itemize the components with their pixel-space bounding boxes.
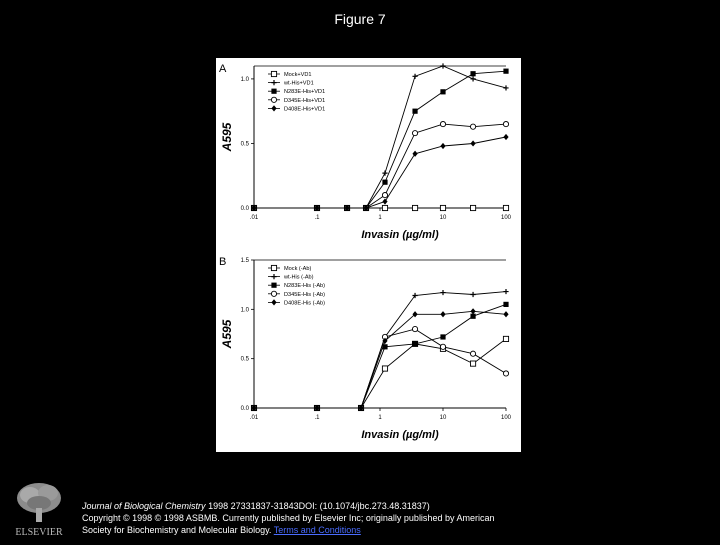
publisher-name: ELSEVIER <box>15 527 63 538</box>
data-point <box>440 143 445 149</box>
y-tick-label: 1.0 <box>240 307 249 314</box>
data-point <box>412 205 417 210</box>
data-point <box>470 140 475 146</box>
legend-entry <box>268 274 314 281</box>
data-point <box>470 308 475 314</box>
series-line <box>254 124 506 208</box>
citation-society: Society for Biochemistry and Molecular Biology. <box>82 525 272 535</box>
series-3 <box>251 121 508 210</box>
legend-label: Mock+VD1 <box>284 72 312 78</box>
legend-marker <box>271 265 276 270</box>
legend-entry <box>268 97 325 104</box>
legend-entry <box>268 105 325 112</box>
x-tick-label: .1 <box>314 415 320 421</box>
data-point <box>470 361 475 366</box>
legend-entry <box>268 283 325 290</box>
legend-marker <box>271 105 276 111</box>
data-point <box>440 290 445 295</box>
terms-link[interactable]: Terms and Conditions <box>273 525 361 535</box>
series-4 <box>251 134 508 211</box>
legend-marker <box>271 291 276 296</box>
data-point <box>503 134 508 140</box>
data-point <box>470 205 475 210</box>
data-point <box>382 180 387 185</box>
legend-label: D408E-His+VD1 <box>284 106 326 113</box>
chart-panel-b <box>219 256 512 441</box>
legend-marker <box>271 89 276 94</box>
data-point <box>503 289 508 294</box>
legend-entry <box>268 291 325 298</box>
data-point <box>503 69 508 74</box>
legend-label: N283E-His+VD1 <box>284 89 326 96</box>
x-axis-label: Invasin (µg/ml) <box>361 429 439 441</box>
legend-entry <box>268 89 325 96</box>
data-point <box>503 85 508 90</box>
y-axis-label: A595 <box>220 319 234 349</box>
legend-label: Mock (-Ab) <box>284 266 312 272</box>
legend-entry <box>268 71 312 78</box>
series-line <box>254 137 506 208</box>
data-point <box>412 326 417 331</box>
data-point <box>440 311 445 317</box>
x-tick-label: 100 <box>500 415 512 421</box>
data-point <box>412 74 417 79</box>
legend-label: wt-His+VD1 <box>284 80 314 87</box>
series-line <box>254 292 506 408</box>
legend-marker <box>271 299 276 305</box>
data-point <box>440 334 445 339</box>
elsevier-tree-icon <box>6 478 72 540</box>
data-point <box>470 76 475 81</box>
series-3 <box>251 326 508 410</box>
elsevier-logo[interactable] <box>6 478 72 540</box>
data-point <box>412 341 417 346</box>
x-tick-label: 10 <box>439 215 447 221</box>
panel-letter: B <box>219 256 227 268</box>
legend-marker <box>271 283 276 288</box>
y-axis-label: A595 <box>220 122 234 152</box>
data-point <box>470 314 475 319</box>
x-tick-label: .01 <box>249 215 259 221</box>
legend-label: wt-His (-Ab) <box>284 274 314 281</box>
data-point <box>503 302 508 307</box>
data-point <box>503 205 508 210</box>
legend-label: D345E-His+VD1 <box>284 97 326 104</box>
y-tick-label: 0.0 <box>240 406 249 412</box>
y-tick-label: 0.5 <box>240 141 249 148</box>
chart-panel-a <box>219 63 512 241</box>
legend-marker <box>271 71 276 76</box>
legend-marker <box>271 97 276 102</box>
legend-marker <box>271 80 276 85</box>
legend-entry <box>268 299 325 306</box>
data-point <box>503 121 508 126</box>
data-point <box>412 131 417 136</box>
y-tick-label: 0.5 <box>240 356 249 363</box>
citation-details: 1998 27331837-31843DOI: (10.1074/jbc.273.48.31837) <box>205 501 430 511</box>
x-tick-label: 1 <box>378 415 382 421</box>
figure-charts <box>216 58 521 452</box>
panel-letter: A <box>219 63 227 75</box>
citation <box>82 500 712 536</box>
legend-label: D345E-His (-Ab) <box>284 291 326 298</box>
data-point <box>503 371 508 376</box>
data-point <box>470 71 475 76</box>
x-tick-label: .01 <box>249 415 259 421</box>
x-tick-label: 100 <box>500 215 512 221</box>
data-point <box>382 192 387 197</box>
data-point <box>382 366 387 371</box>
series-1 <box>251 289 508 411</box>
data-point <box>440 344 445 349</box>
data-point <box>440 89 445 94</box>
legend-marker <box>271 274 276 279</box>
y-tick-label: 1.5 <box>240 258 249 264</box>
figure-panel <box>216 58 521 452</box>
y-tick-label: 0.0 <box>240 206 249 212</box>
data-point <box>440 63 445 68</box>
x-tick-label: .1 <box>314 215 320 221</box>
series-line <box>254 66 506 208</box>
x-tick-label: 10 <box>439 415 447 421</box>
data-point <box>503 311 508 317</box>
x-tick-label: 1 <box>378 215 382 221</box>
citation-journal: Journal of Biological Chemistry <box>82 501 206 511</box>
data-point <box>440 121 445 126</box>
data-point <box>503 336 508 341</box>
legend-entry <box>268 80 314 87</box>
data-point <box>382 205 387 210</box>
data-point <box>470 124 475 129</box>
y-tick-label: 1.0 <box>240 76 249 83</box>
data-point <box>470 292 475 297</box>
data-point <box>382 171 387 176</box>
citation-copyright: Copyright © 1998 © 1998 ASBMB. Currently published by Elsevier Inc; originally published by American <box>82 513 495 523</box>
data-point <box>440 205 445 210</box>
data-point <box>470 351 475 356</box>
figure-title: Figure 7 <box>334 11 386 27</box>
series-line <box>254 339 506 408</box>
x-axis-label: Invasin (µg/ml) <box>361 229 439 241</box>
legend-label: D408E-His (-Ab) <box>284 300 326 307</box>
series-line <box>254 329 506 408</box>
series-0 <box>251 336 508 410</box>
legend-label: N283E-His (-Ab) <box>284 283 326 290</box>
data-point <box>412 109 417 114</box>
legend-entry <box>268 265 311 272</box>
